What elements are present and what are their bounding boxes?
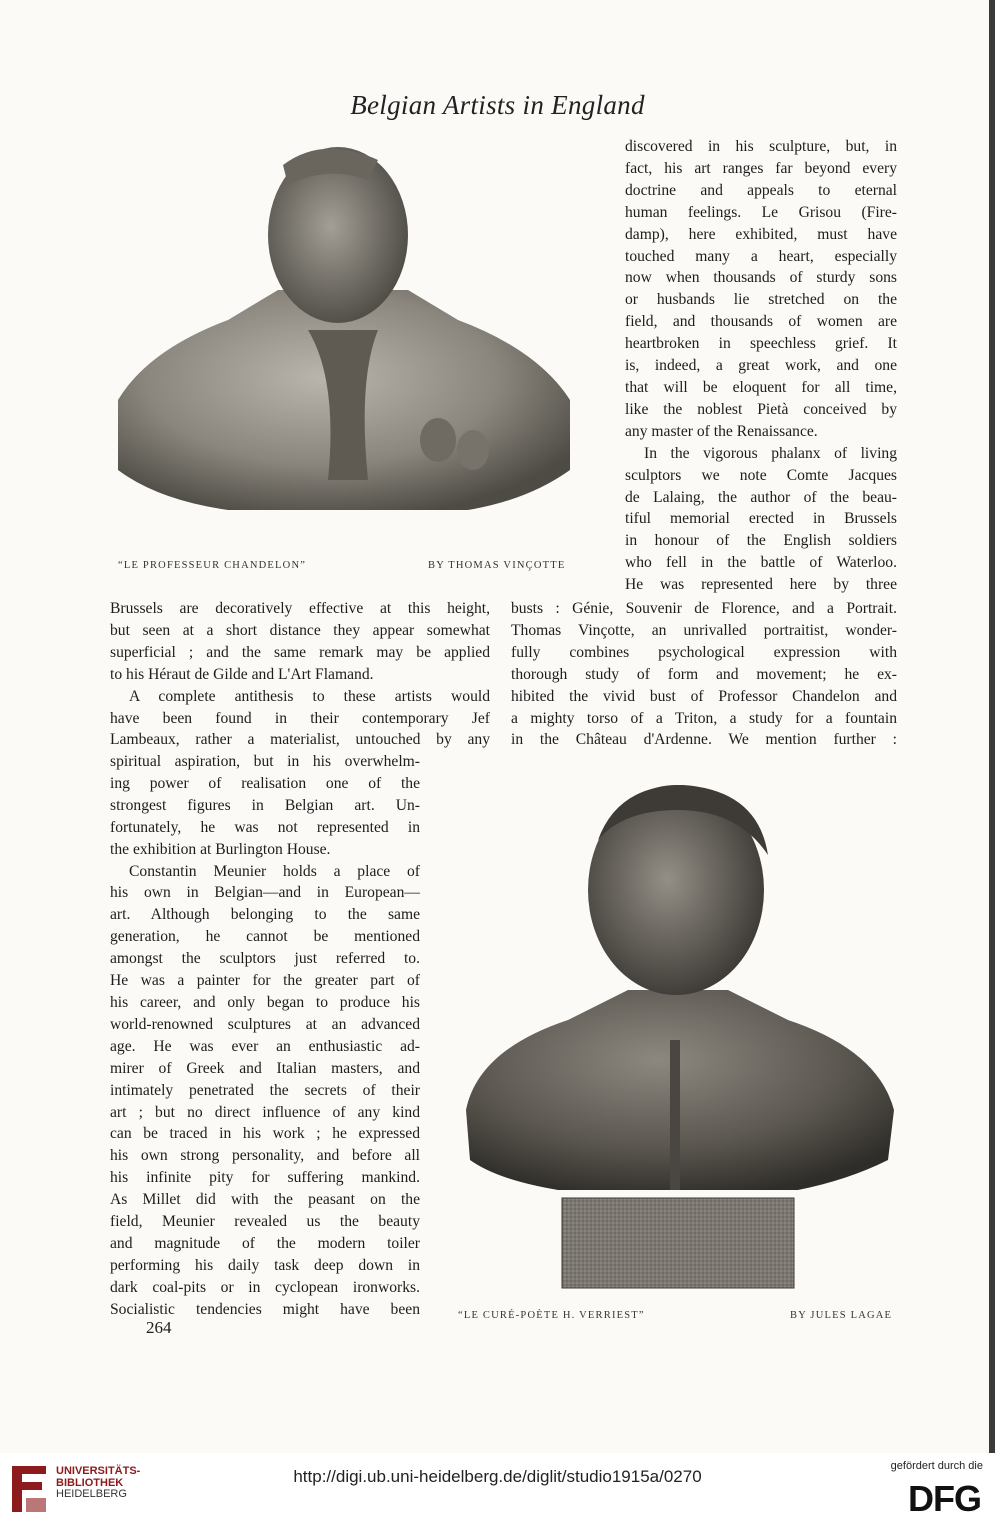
- text-line: field, and thousands of women are: [625, 313, 897, 331]
- text-line: damp), here exhibited, must have: [625, 225, 897, 243]
- text-line: de Lalaing, the author of the beau-: [625, 488, 897, 506]
- text-line: his own in Belgian—and in European—: [110, 884, 420, 902]
- right-column-middle: [511, 598, 897, 751]
- paragraph: [625, 136, 897, 443]
- paragraph: [625, 443, 897, 596]
- text-line: discovered in his sculpture, but, in: [625, 138, 897, 155]
- text-line: field, Meunier revealed us the beauty: [110, 1213, 420, 1231]
- text-line: like the noblest Pietà conceived by: [625, 400, 897, 418]
- text-line: Socialistic tendencies might have been: [110, 1300, 420, 1318]
- text-line: and magnitude of the modern toiler: [110, 1234, 420, 1252]
- text-line: his own strong personality, and before all: [110, 1147, 420, 1165]
- plate2-caption-title: “LE CURÉ-POÈTE H. VERRIEST”: [458, 1310, 645, 1321]
- text-line: Lambeaux, rather a materialist, untouched by any: [110, 731, 490, 749]
- text-line: can be traced in his work ; he expressed: [110, 1125, 420, 1143]
- text-line: As Millet did with the peasant on the: [110, 1191, 420, 1209]
- text-line: art ; but no direct influence of any kind: [110, 1103, 420, 1121]
- left-column-lower: [110, 751, 420, 1321]
- text-line: A complete antithesis to these artists would: [129, 687, 490, 705]
- plate2-caption-artist: BY JULES LAGAE: [790, 1310, 893, 1321]
- funder-note: gefördert durch die: [890, 1460, 983, 1472]
- text-line: touched many a heart, especially: [625, 247, 897, 265]
- text-line: doctrine and appeals to eternal: [625, 181, 897, 199]
- permalink-url[interactable]: http://digi.ub.uni-heidelberg.de/diglit/studio1915a/0270: [293, 1467, 702, 1486]
- text-line: now when thousands of sturdy sons: [625, 269, 897, 287]
- text-line: to his Héraut de Gilde and L'Art Flamand.: [110, 665, 374, 683]
- plate1-caption-title: “LE PROFESSEUR CHANDELON”: [118, 560, 307, 571]
- text-line: busts : Génie, Souvenir de Florence, and a Portrait.: [511, 600, 897, 617]
- text-line: dark coal-pits or in cyclopean ironworks.: [110, 1278, 420, 1296]
- text-line: intimately penetrated the secrets of their: [110, 1081, 420, 1099]
- text-line: performing his daily task deep down in: [110, 1256, 420, 1274]
- text-line: his infinite pity for suffering mankind.: [110, 1169, 420, 1187]
- text-line: in the Château d'Ardenne. We mention further :: [511, 731, 897, 749]
- text-line: any master of the Renaissance.: [625, 422, 818, 440]
- text-line: amongst the sculptors just referred to.: [110, 950, 420, 968]
- text-line: fortunately, he was not represented in: [110, 818, 420, 836]
- text-line: He was represented here by three: [625, 576, 897, 594]
- text-line: generation, he cannot be mentioned: [110, 928, 420, 946]
- library-line2: BIBLIOTHEK: [56, 1476, 124, 1489]
- text-line: that will be eloquent for all time,: [625, 378, 897, 396]
- text-line: or husbands lie stretched on the: [625, 291, 897, 309]
- text-line: art. Although belonging to the same: [110, 906, 420, 924]
- page-number: 264: [146, 1318, 172, 1337]
- text-line: strongest figures in Belgian art. Un-: [110, 796, 420, 814]
- text-line: but seen at a short distance they appear somewhat: [110, 621, 490, 639]
- scan-edge: [989, 0, 995, 1453]
- text-line: hibited the vivid bust of Professor Chandelon and: [511, 687, 897, 705]
- text-line: He was a painter for the greater part of: [110, 972, 420, 990]
- text-line: have been found in their contemporary Jef: [110, 709, 490, 727]
- running-head: Belgian Artists in England: [350, 90, 645, 120]
- text-line: fact, his art ranges far beyond every: [625, 159, 897, 177]
- library-city: HEIDELBERG: [56, 1488, 127, 1500]
- left-column-middle: [110, 598, 490, 751]
- text-line: ing power of realisation one of the: [110, 774, 420, 792]
- text-line: his career, and only began to produce his: [110, 993, 420, 1011]
- text-line: thorough study of form and movement; he ex-: [511, 665, 897, 683]
- text-line: age. He was ever an enthusiastic ad-: [110, 1037, 420, 1055]
- text-line: a mighty torso of a Triton, a study for a fountain: [511, 709, 897, 727]
- text-line: Constantin Meunier holds a place of: [129, 862, 420, 880]
- text-line: world-renowned sculptures at an advanced: [110, 1015, 420, 1033]
- text-line: spiritual aspiration, but in his overwhelm-: [110, 753, 420, 770]
- plate1-caption-artist: BY THOMAS VINÇOTTE: [428, 560, 566, 571]
- text-line: tiful memorial erected in Brussels: [625, 510, 897, 528]
- text-line: In the vigorous phalanx of living: [644, 444, 897, 462]
- text-line: in honour of the English soldiers: [625, 532, 897, 550]
- text-line: human feelings. Le Grisou (Fire-: [625, 203, 897, 221]
- library-line1: UNIVERSITÄTS-: [56, 1465, 141, 1477]
- footer-bar: [0, 1453, 995, 1525]
- text-line: Thomas Vinçotte, an unrivalled portraitist, wonder-: [511, 621, 897, 639]
- plate-verriest-bust: [458, 780, 900, 1292]
- text-line: superficial ; and the same remark may be applied: [110, 643, 490, 661]
- text-line: fully combines psychological expression with: [511, 643, 897, 661]
- text-line: Brussels are decoratively effective at this height,: [110, 600, 490, 617]
- dfg-logo: DFG: [908, 1478, 981, 1519]
- text-line: heartbroken in speechless grief. It: [625, 335, 897, 353]
- text-line: sculptors we note Comte Jacques: [625, 466, 897, 484]
- text-line: who fell in the battle of Waterloo.: [625, 554, 897, 572]
- plate-chandelon-bust: [108, 140, 580, 550]
- text-line: mirer of Greek and Italian masters, and: [110, 1059, 420, 1077]
- text-line: is, indeed, a great work, and one: [625, 357, 897, 375]
- text-line: the exhibition at Burlington House.: [110, 840, 331, 858]
- right-column-top: [625, 136, 897, 596]
